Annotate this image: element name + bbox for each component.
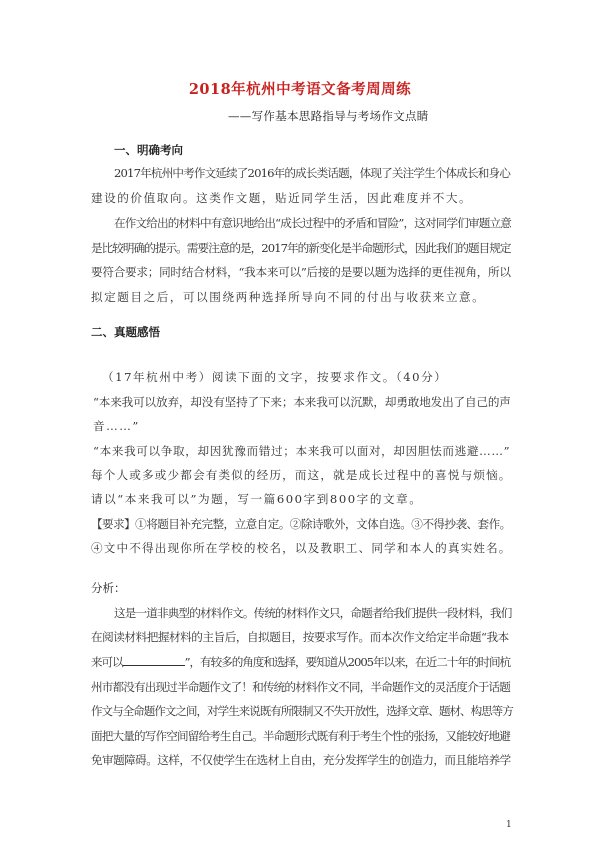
prompt-line: “本来我可以放弃，却没有坚持了下来；本来我可以沉默，却勇敢地发出了自己的声 xyxy=(93,395,511,409)
analysis-line: 面把大量的写作空间留给考生自己。半命题形式既有利于考生个性的张扬，又能较好地避 xyxy=(91,729,511,743)
requirement-line: 【要求】①将题目补充完整，立意自定。②除诗歌外，文体自选。③不得抄袭、套作。 xyxy=(91,517,511,531)
analysis-line-start: 来可以 xyxy=(91,655,123,669)
analysis-line: 州市都没有出现过半命题作文了！和传统的材料作文不同，半命题作文的灵活度介于话题 xyxy=(91,680,511,694)
paragraph-line: 在作文给出的材料中有意识地给出“成长过程中的矛盾和冒险”，这对同学们审题立意 xyxy=(114,216,511,230)
analysis-line: 在阅读材料把握材料的主旨后，自拟题目，按要求写作。而本次作文给定半命题“我本 xyxy=(91,630,509,644)
paragraph-line: 建设的价值取向。这类作文题，贴近同学生活，因此难度并不大。 xyxy=(91,191,473,205)
analysis-label: 分析： xyxy=(91,581,126,595)
prompt-line: “本来我可以争取，却因犹豫而错过；本来我可以面对，却因胆怯而逃避……” xyxy=(93,444,511,458)
page-number: 1 xyxy=(506,820,512,830)
paragraph-line: 拟定题目之后，可以围绕两种选择所导向不同的付出与收获来立意。 xyxy=(91,290,486,304)
prompt-line: 请以“本来我可以”为题，写一篇600字到800字的文章。 xyxy=(91,492,423,506)
analysis-line: 作文与全命题作文之间，对学生来说既有所限制又不失开放性，选择文章、题材、构思等方 xyxy=(91,704,513,718)
prompt-line: 每个人或多或少都会有类似的经历，而这，就是成长过程中的喜悦与烦恼。 xyxy=(91,468,512,482)
section-heading-exam: 二、真题感悟 xyxy=(91,325,160,339)
requirement-line: ④文中不得出现你所在学校的校名，以及教职工、同学和本人的真实姓名。 xyxy=(91,541,512,555)
paragraph-line: 要符合要求；同时结合材料，“我本来可以”后接的是要以题为选择的更佳视角，所以 xyxy=(91,265,511,279)
paragraph-line: 2017年杭州中考作文延续了2016年的成长类话题，体现了关注学生个体成长和身心 xyxy=(114,166,511,180)
document-title: 2018年杭州中考语文备考周周练 xyxy=(188,81,412,98)
analysis-line: 这是一道非典型的材料作文。传统的材料作文只，命题者给我们提供一段材料，我们 xyxy=(114,606,512,620)
document-subtitle: ——写作基本思路指导与考场作文点睛 xyxy=(228,109,429,123)
analysis-line: 免审题障碍。这样，不仅使学生在选材上自由，充分发挥学生的创造力，而且能培养学 xyxy=(91,753,511,767)
paragraph-line: 是比较明确的提示。需要注意的是，2017年的新变化是半命题形式，因此我们的题目规定 xyxy=(91,241,511,255)
blank-underline xyxy=(123,655,185,666)
prompt-line: 音……” xyxy=(93,419,140,433)
analysis-line xyxy=(91,654,510,670)
prompt-line: （17年杭州中考）阅读下面的文字，按要求作文。（40分） xyxy=(102,370,448,384)
analysis-line-end: ”，有较多的角度和选择，要知道从2005年以来，在近二十年的时间杭 xyxy=(184,655,511,669)
section-heading-direction: 一、明确考向 xyxy=(114,143,183,157)
